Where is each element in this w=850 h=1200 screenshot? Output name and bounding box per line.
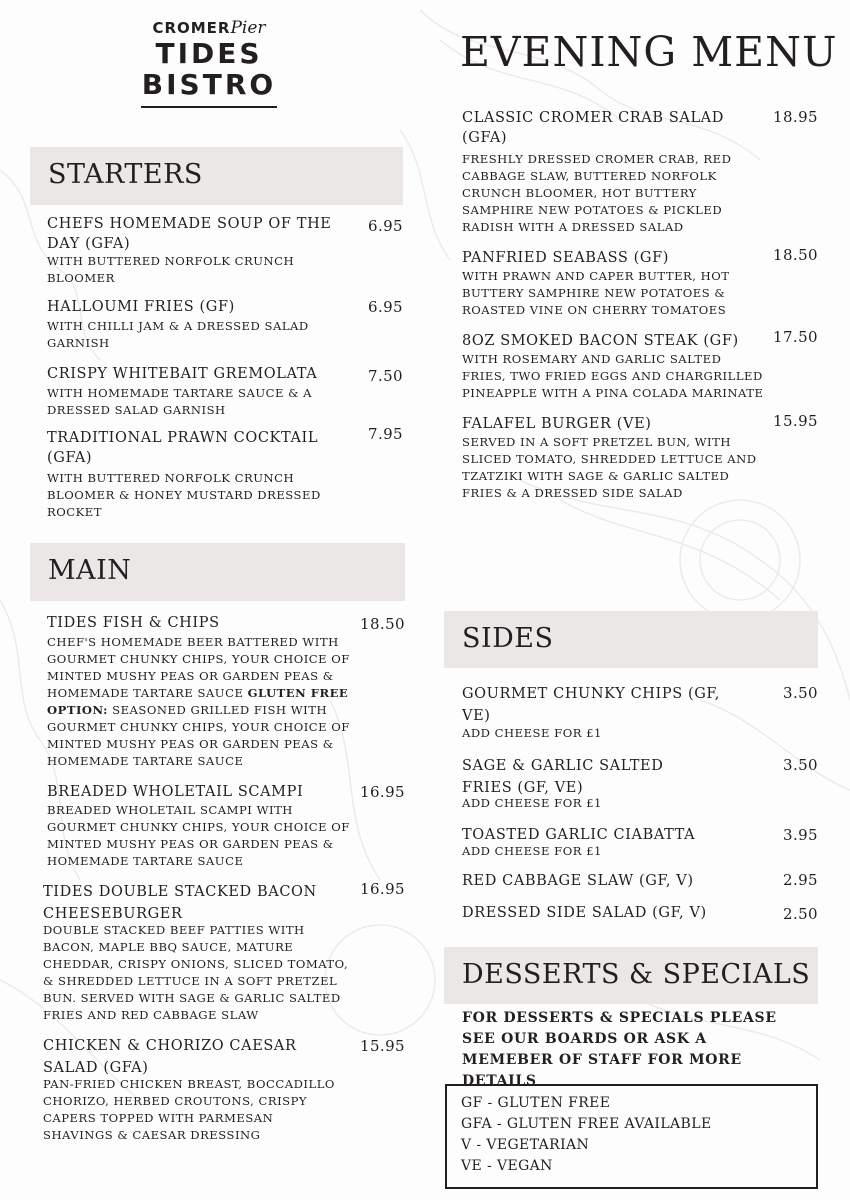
main-price: 18.50 xyxy=(360,615,405,633)
main-price: 18.50 xyxy=(773,246,818,264)
brand-logo xyxy=(138,18,280,108)
main-price: 18.95 xyxy=(773,108,818,126)
side-name: TOASTED GARLIC CIABATTA xyxy=(462,827,696,843)
main-price: 16.95 xyxy=(360,880,405,898)
legend-item: VE - VEGAN xyxy=(461,1158,553,1174)
starter-price: 6.95 xyxy=(368,217,403,235)
main-description: WITH ROSEMARY AND GARLIC SALTED FRIES, TWO FRIED EGGS AND CHARGRILLED PINEAPPLE WITH A PINA COLADA MARINATE xyxy=(462,352,764,400)
main-name: CHICKEN & CHORIZO CAESAR SALAD (GFA) xyxy=(43,1038,297,1076)
gluten-free-option-label: GLUTEN FREE OPTION: xyxy=(47,686,349,717)
desserts-header xyxy=(444,947,818,1004)
logo-brand: CROMER xyxy=(152,19,231,37)
main-description: FRESHLY DRESSED CROMER CRAB, RED CABBAGE SLAW, BUTTERED NORFOLK CRUNCH BLOOMER, HOT BUTTERY SAMPHIRE NEW POTATOES & PICKLED RADISH WITH A DRESSED SALAD xyxy=(462,152,732,234)
main-description xyxy=(47,634,357,770)
main-name: TIDES DOUBLE STACKED BACON CHEESEBURGER xyxy=(43,884,317,922)
desserts-notice: FOR DESSERTS & SPECIALS PLEASE SEE OUR BOARDS OR ASK A MEMEBER OF STAFF FOR MORE DETAILS xyxy=(462,1010,777,1089)
main-header xyxy=(30,543,405,601)
main-description-text: CHEF'S HOMEMADE BEER BATTERED WITH GOURMET CHUNKY CHIPS, YOUR CHOICE OF MINTED MUSHY PEAS OR GARDEN PEAS & HOMEMADE TARTARE SAUCE xyxy=(47,635,350,700)
side-description: ADD CHEESE FOR £1 xyxy=(462,844,602,858)
starter-description: WITH HOMEMADE TARTARE SAUCE & A DRESSED SALAD GARNISH xyxy=(47,386,312,417)
main-price: 16.95 xyxy=(360,783,405,801)
legend-item: GFA - GLUTEN FREE AVAILABLE xyxy=(461,1116,712,1132)
main-price: 17.50 xyxy=(773,328,818,346)
dietary-legend xyxy=(445,1084,818,1189)
main-name: TIDES FISH & CHIPS xyxy=(47,615,220,631)
starter-description: WITH BUTTERED NORFOLK CRUNCH BLOOMER xyxy=(47,254,295,285)
side-name: GOURMET CHUNKY CHIPS (GF, VE) xyxy=(462,686,721,724)
side-price: 2.50 xyxy=(783,905,818,923)
side-name: SAGE & GARLIC SALTED FRIES (GF, VE) xyxy=(462,758,664,796)
side-name: DRESSED SIDE SALAD (GF, V) xyxy=(462,905,707,921)
starter-price: 7.95 xyxy=(368,425,403,443)
main-name: 8OZ SMOKED BACON STEAK (GF) xyxy=(462,333,739,349)
main-description: WITH PRAWN AND CAPER BUTTER, HOT BUTTERY SAMPHIRE NEW POTATOES & ROASTED VINE ON CHERRY TOMATOES xyxy=(462,269,730,317)
legend-item: V - VEGETARIAN xyxy=(461,1137,590,1153)
starters-header xyxy=(30,147,403,205)
main-price: 15.95 xyxy=(773,412,818,430)
main-name: CLASSIC CROMER CRAB SALAD (GFA) xyxy=(462,110,724,146)
starter-price: 7.50 xyxy=(368,367,403,385)
starter-name: CRISPY WHITEBAIT GREMOLATA xyxy=(47,366,318,382)
menu-title: EVENING MENU xyxy=(460,28,838,76)
gluten-free-option-text: SEASONED GRILLED FISH WITH GOURMET CHUNKY CHIPS, YOUR CHOICE OF MINTED MUSHY PEAS OR GARDEN PEAS & HOMEMADE TARTARE SAUCE xyxy=(47,703,350,768)
starter-name: CHEFS HOMEMADE SOUP OF THE DAY (GFA) xyxy=(47,216,332,252)
logo-line-1: TIDES xyxy=(155,37,263,70)
logo-brand-line xyxy=(138,18,280,38)
main-description: BREADED WHOLETAIL SCAMPI WITH GOURMET CHUNKY CHIPS, YOUR CHOICE OF MINTED MUSHY PEAS OR GARDEN PEAS & HOMEMADE TARTARE SAUCE xyxy=(47,803,350,868)
main-name: FALAFEL BURGER (VE) xyxy=(462,416,652,432)
logo-brand-script: Pier xyxy=(230,18,266,38)
starter-name: TRADITIONAL PRAWN COCKTAIL (GFA) xyxy=(47,430,319,466)
side-price: 3.50 xyxy=(783,756,818,774)
main-description: SERVED IN A SOFT PRETZEL BUN, WITH SLICED TOMATO, SHREDDED LETTUCE AND TZATZIKI WITH SAGE & GARLIC SALTED FRIES & A DRESSED SIDE SALAD xyxy=(462,435,757,500)
side-description: ADD CHEESE FOR £1 xyxy=(462,796,602,810)
starter-price: 6.95 xyxy=(368,298,403,316)
starters-heading: STARTERS xyxy=(48,159,203,190)
side-price: 2.95 xyxy=(783,871,818,889)
starter-description: WITH CHILLI JAM & A DRESSED SALAD GARNISH xyxy=(47,319,309,350)
main-heading: MAIN xyxy=(48,555,132,586)
logo-line-2: BISTRO xyxy=(141,68,277,101)
sides-header xyxy=(444,611,818,668)
side-description: ADD CHEESE FOR £1 xyxy=(462,726,602,740)
side-name: RED CABBAGE SLAW (GF, V) xyxy=(462,873,694,889)
sides-heading: SIDES xyxy=(462,623,554,654)
starter-description: WITH BUTTERED NORFOLK CRUNCH BLOOMER & HONEY MUSTARD DRESSED ROCKET xyxy=(47,471,321,519)
starter-name: HALLOUMI FRIES (GF) xyxy=(47,299,235,315)
main-description: DOUBLE STACKED BEEF PATTIES WITH BACON, MAPLE BBQ SAUCE, MATURE CHEDDAR, CRISPY ONIONS, SLICED TOMATO, & SHREDDED LETTUCE IN A SOFT PRETZEL BUN. SERVED WITH SAGE & GARLIC SALTED FRIES AND RED CABBAGE SLAW xyxy=(43,923,349,1022)
main-price: 15.95 xyxy=(360,1037,405,1055)
logo-underline xyxy=(141,106,277,108)
main-name: PANFRIED SEABASS (GF) xyxy=(462,250,670,266)
main-description: PAN-FRIED CHICKEN BREAST, BOCCADILLO CHORIZO, HERBED CROUTONS, CRISPY CAPERS TOPPED WITH PARMESAN SHAVINGS & CAESAR DRESSING xyxy=(43,1077,335,1142)
side-price: 3.50 xyxy=(783,684,818,702)
main-name: BREADED WHOLETAIL SCAMPI xyxy=(47,784,304,800)
legend-item: GF - GLUTEN FREE xyxy=(461,1095,611,1111)
desserts-heading: DESSERTS & SPECIALS xyxy=(462,959,811,990)
side-price: 3.95 xyxy=(783,826,818,844)
